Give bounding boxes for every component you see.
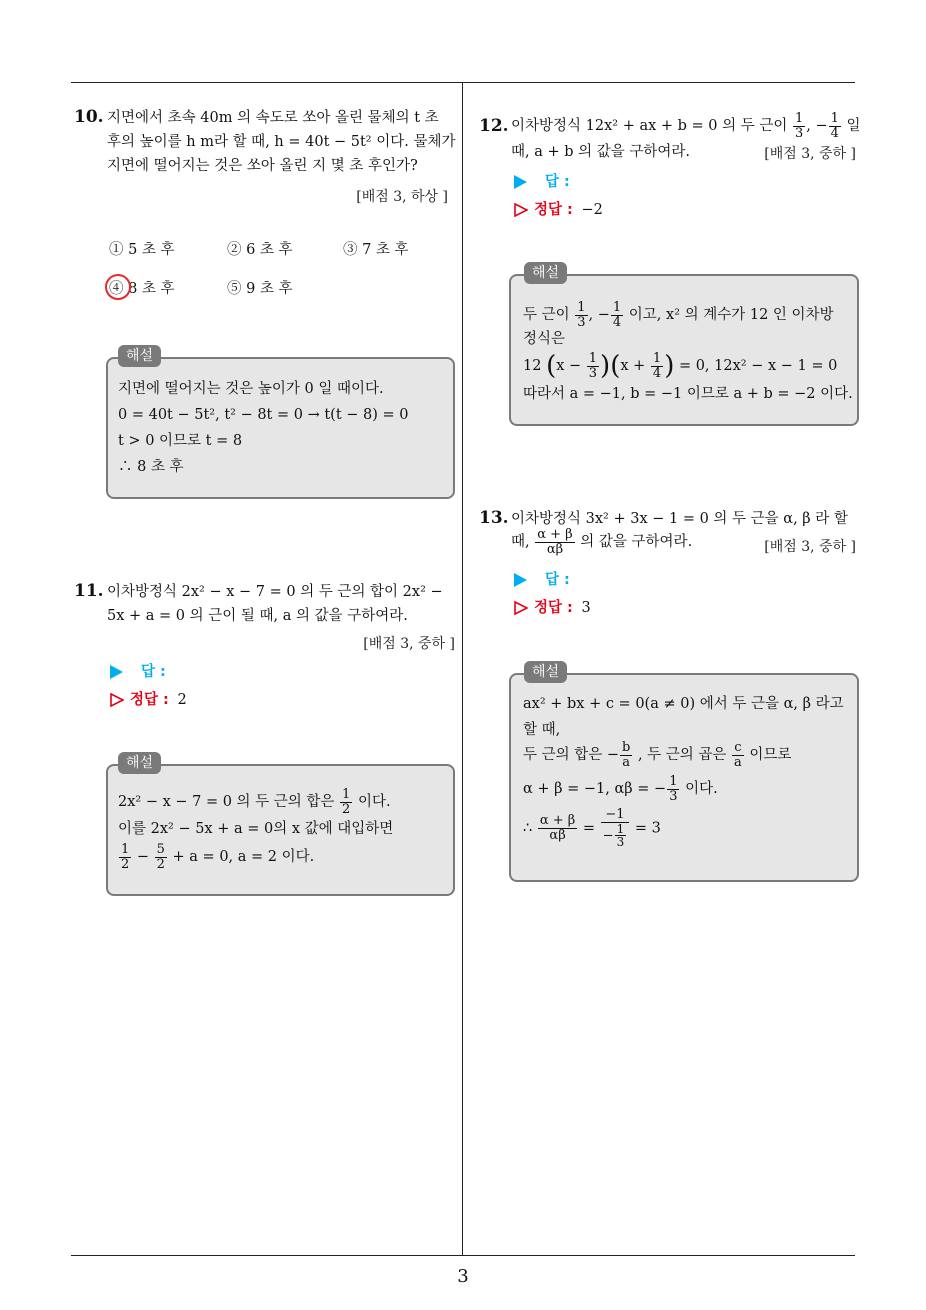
- fraction: $\frac{5}{2}$: [156, 842, 165, 872]
- question-text-line: 후의 높이를 h m라 할 때, h = 40t − 5t² 이다. 물체가: [107, 134, 456, 150]
- key-row: [514, 200, 603, 220]
- question-text: 때,: [511, 534, 530, 551]
- solution-tab: 해설: [524, 661, 567, 683]
- solution-line: [523, 741, 791, 769]
- answer-label: 답 :: [141, 664, 166, 680]
- key-value: −2: [581, 202, 603, 218]
- solution-line: ∴ 8 초 후: [118, 459, 184, 475]
- solution-line: [118, 788, 391, 816]
- fraction: $\frac{1}{4}$: [830, 111, 839, 141]
- solution-line: [523, 301, 834, 329]
- solution-line: [118, 843, 314, 871]
- column-divider: [462, 82, 463, 1255]
- fraction: $\frac{1}{3}$: [588, 351, 598, 381]
- question-text: 의 값을 구하여라.: [580, 534, 693, 551]
- choice-4[interactable]: ④ 8 초 후: [109, 281, 175, 297]
- compound-fraction: −1 − $\frac{1}{3}$: [601, 808, 630, 849]
- question-number: 13.: [479, 508, 509, 528]
- question-text: 이차방정식 12x² + ax + b = 0 의 두 근이: [511, 118, 788, 135]
- solution-text: , 두 근의 곱은: [637, 747, 727, 764]
- answer-arrow-icon: [514, 573, 527, 587]
- question-text-line: 지면에 떨어지는 것은 쏘아 올린 지 몇 초 후인가?: [107, 158, 418, 174]
- fraction: $\frac{1}{2}$: [342, 787, 351, 817]
- fraction: $\frac{c}{a}$: [734, 740, 742, 770]
- solution-line: 12 (x − $\frac{1}{3}$ )(x + $\frac{1}{4}$ ) = 0, 12x² − x − 1 = 0: [523, 351, 838, 382]
- key-triangle-icon: [514, 203, 528, 217]
- solution-line: [523, 775, 718, 803]
- fraction: $\frac{\alpha + \beta}{\alpha\beta}$: [539, 813, 576, 843]
- fraction: $\frac{1}{3}$: [794, 111, 804, 141]
- question-number: 10.: [74, 107, 104, 127]
- solution-tab: 해설: [118, 752, 161, 774]
- question-text-line: 지면에서 초속 40m 의 속도로 쏘아 올린 물체의 t 초: [107, 110, 439, 126]
- question-text-line: 이차방정식 3x² + 3x − 1 = 0 의 두 근을 α, β 라 할: [511, 511, 848, 527]
- solution-tab: 해설: [118, 345, 161, 367]
- choice-2[interactable]: ② 6 초 후: [227, 242, 293, 258]
- solution-text: = 0, 12x² − x − 1 = 0: [678, 358, 838, 375]
- choice-1[interactable]: ① 5 초 후: [109, 242, 175, 258]
- solution-line: ax² + bx + c = 0(a ≠ 0) 에서 두 근을 α, β 라고: [523, 696, 844, 712]
- solution-text: 이고, x² 의 계수가 12 인 이차방: [628, 307, 834, 324]
- question-text-line: 이차방정식 2x² − x − 7 = 0 의 두 근의 합이 2x² −: [107, 584, 443, 600]
- solution-tab: 해설: [524, 262, 567, 284]
- key-row: [110, 690, 187, 710]
- answer-row[interactable]: [514, 570, 570, 590]
- selected-answer-circle: [105, 274, 131, 300]
- solution-text: =: [582, 820, 596, 837]
- solution-text: x +: [620, 358, 646, 375]
- solution-text: 이다.: [685, 781, 718, 798]
- key-row: [514, 598, 591, 618]
- key-label: 정답 :: [130, 692, 169, 708]
- solution-text: 이므로: [749, 747, 792, 764]
- answer-label: 답 :: [545, 174, 570, 190]
- score-meta: [배점 3, 중하 ]: [764, 146, 856, 162]
- bottom-rule: [71, 1255, 855, 1256]
- solution-text: , −: [588, 307, 610, 324]
- score-meta: [배점 3, 중하 ]: [764, 539, 856, 555]
- solution-line: 할 때,: [523, 722, 561, 738]
- solution-text: 두 근이: [523, 307, 570, 324]
- answer-arrow-icon: [110, 665, 123, 679]
- key-value: 2: [177, 692, 187, 708]
- question-text: , −: [806, 118, 828, 135]
- solution-text: 12: [523, 358, 542, 375]
- choice-5[interactable]: ⑤ 9 초 후: [227, 281, 293, 297]
- key-value: 3: [581, 600, 591, 616]
- solution-text: α + β = −1, αβ = −: [523, 781, 667, 798]
- solution-text: x −: [556, 358, 582, 375]
- solution-text: 두 근의 합은 −: [523, 747, 620, 764]
- solution-line: [523, 808, 661, 849]
- question-text-line: [511, 112, 861, 140]
- fraction: $\frac{1}{2}$: [121, 842, 130, 872]
- solution-text: = 3: [634, 820, 661, 837]
- fraction: $\frac{1}{4}$: [652, 351, 662, 381]
- solution-line: 정식은: [523, 331, 566, 347]
- solution-text: + a = 0, a = 2 이다.: [172, 849, 315, 866]
- solution-line: t > 0 이므로 t = 8: [118, 433, 243, 449]
- fraction: $\frac{1}{3}$: [669, 774, 678, 804]
- question-text-line: [511, 528, 692, 556]
- solution-text: ∴: [523, 820, 533, 837]
- solution-line: 0 = 40t − 5t², t² − 8t = 0 → t(t − 8) = 0: [118, 407, 409, 423]
- answer-row[interactable]: [514, 172, 570, 192]
- solution-text: −: [136, 849, 150, 866]
- top-rule: [71, 82, 855, 83]
- key-label: 정답 :: [534, 202, 573, 218]
- fraction: $\frac{b}{a}$: [622, 740, 631, 770]
- score-meta: [배점 3, 하상 ]: [356, 189, 448, 205]
- question-text-line: 때, a + b 의 값을 구하여라.: [511, 144, 691, 160]
- answer-arrow-icon: [514, 175, 527, 189]
- solution-line: 지면에 떨어지는 것은 높이가 0 일 때이다.: [118, 381, 384, 397]
- fraction: $\frac{1}{4}$: [612, 300, 622, 330]
- solution-line: 이를 2x² − 5x + a = 0의 x 값에 대입하면: [118, 821, 394, 837]
- key-label: 정답 :: [534, 600, 573, 616]
- solution-text: 2x² − x − 7 = 0 의 두 근의 합은: [118, 794, 335, 811]
- answer-row[interactable]: [110, 662, 166, 682]
- answer-label: 답 :: [545, 572, 570, 588]
- solution-line: 따라서 a = −1, b = −1 이므로 a + b = −2 이다.: [523, 386, 853, 402]
- choice-3[interactable]: ③ 7 초 후: [343, 242, 409, 258]
- fraction: $\frac{1}{3}$: [577, 300, 586, 330]
- key-triangle-icon: [110, 693, 124, 707]
- solution-text: 이다.: [357, 794, 391, 811]
- page-number: 3: [457, 1266, 469, 1287]
- question-text: 일: [846, 118, 861, 135]
- question-number: 12.: [479, 116, 509, 136]
- question-text-line: 5x + a = 0 의 근이 될 때, a 의 값을 구하여라.: [107, 608, 408, 624]
- key-triangle-icon: [514, 601, 528, 615]
- fraction: $\frac{\alpha + \beta}{\alpha\beta}$: [537, 527, 573, 557]
- score-meta: [배점 3, 중하 ]: [363, 636, 455, 652]
- question-number: 11.: [74, 581, 104, 601]
